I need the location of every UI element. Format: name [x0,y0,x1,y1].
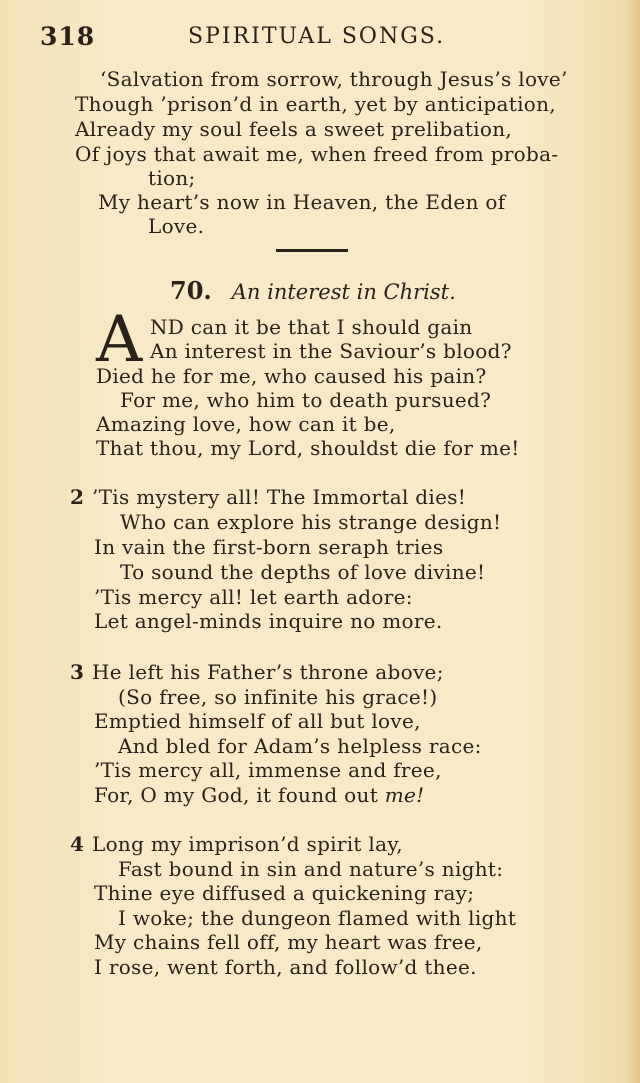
hymn-number: 70. [170,276,212,305]
stanza-1-line: Amazing love, how can it be, [96,412,396,436]
stanza-2-line-1 [70,485,466,509]
stanza-2-line: ’Tis mercy all! let earth adore: [94,585,413,609]
page-edge-shadow [626,0,640,1083]
verse-number: 4 [70,832,85,856]
stanza-3-line: (So free, so infinite his grace!) [118,685,438,709]
stanza-3-line-1 [70,660,444,684]
hymn-heading [170,276,456,305]
stanza-2-line: Let angel-minds inquire no more. [94,609,443,633]
section-divider [276,249,348,252]
stanza-2-line: Who can explore his strange design! [120,510,502,534]
line-text: Long my imprison’d spirit lay, [92,832,403,856]
continuation-line: Love. [148,214,205,238]
continuation-line: Of joys that await me, when freed from proba- [75,142,559,166]
page-number: 318 [40,22,96,51]
continuation-line: Though ’prison’d in earth, yet by anticipation, [75,92,556,116]
stanza-4-line-1 [70,832,403,856]
continuation-line: tion; [148,166,196,190]
stanza-1-line: An interest in the Saviour’s blood? [150,339,512,363]
stanza-1-line: For me, who him to death pursued? [120,388,492,412]
line-text: can it be that I should gain [184,315,473,339]
stanza-4-line: Fast bound in sin and nature’s night: [118,857,504,881]
initial-caps: ND [150,315,185,339]
stanza-4-line: My chains fell off, my heart was free, [94,930,483,954]
emphasized-word: me! [384,783,425,807]
stanza-3-line-6 [94,783,424,807]
running-head: SPIRITUAL SONGS. [188,24,446,49]
verse-number: 3 [70,660,85,684]
stanza-3-line: And bled for Adam’s helpless race: [118,734,482,758]
line-text: ’Tis mystery all! The Immortal dies! [92,485,467,509]
stanza-1-line: Died he for me, who caused his pain? [96,364,487,388]
stanza-4-line: I woke; the dungeon flamed with light [118,906,517,930]
line-text: For, O my God, it found out [94,783,385,807]
stanza-4-line: I rose, went forth, and follow’d thee. [94,955,477,979]
stanza-4-line: Thine eye diffused a quickening ray; [94,881,475,905]
continuation-line: My heart’s now in Heaven, the Eden of [98,190,506,214]
stanza-3-line: ’Tis mercy all, immense and free, [94,758,442,782]
stanza-2-line: In vain the first-born seraph tries [94,535,444,559]
stanza-1-line-1 [150,315,472,339]
hymn-title: An interest in Christ. [231,280,456,304]
verse-number: 2 [70,485,85,509]
drop-cap: A [96,303,143,377]
continuation-line: Already my soul feels a sweet prelibation, [75,117,513,141]
stanza-3-line: Emptied himself of all but love, [94,709,421,733]
stanza-2-line: To sound the depths of love divine! [120,560,486,584]
stanza-1-line: That thou, my Lord, shouldst die for me! [96,436,520,460]
line-text: He left his Father’s throne above; [92,660,444,684]
continuation-line: ‘Salvation from sorrow, through Jesus’s love’ [100,67,568,91]
